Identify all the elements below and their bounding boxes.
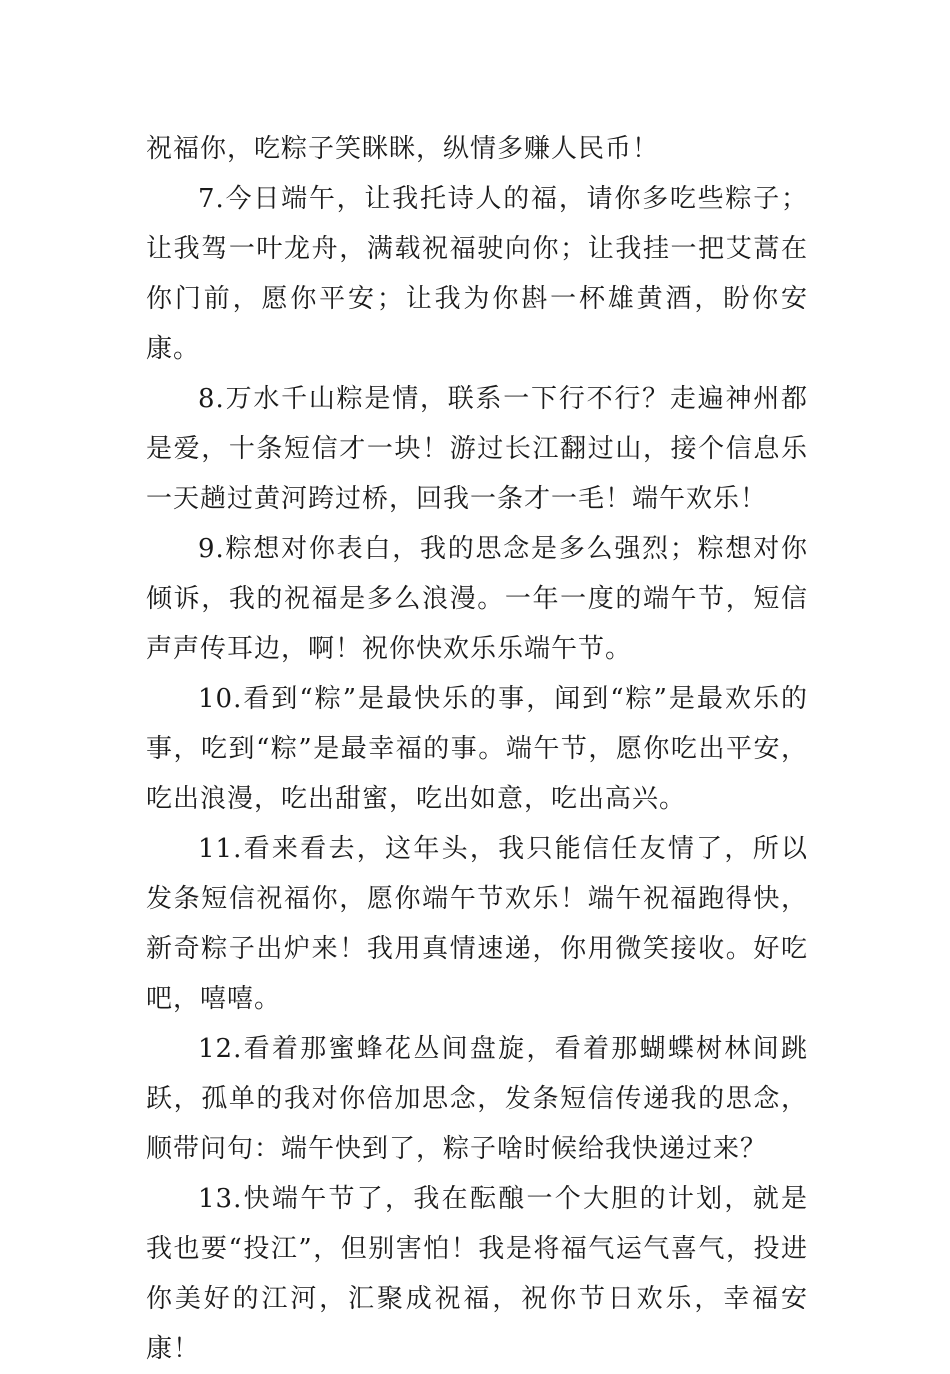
paragraph-item-9: 9.粽想对你表白，我的思念是多么强烈；粽想对你倾诉，我的祝福是多么浪漫。一年一度的端午节，短信声声传耳边，啊！祝你快欢乐乐端午节。 xyxy=(146,534,808,664)
paragraph-item-7: 7.今日端午，让我托诗人的福，请你多吃些粽子；让我驾一叶龙舟，满载祝福驶向你；让我挂一把艾蒿在你门前，愿你平安；让我为你斟一杯雄黄酒，盼你安康。 xyxy=(146,184,808,364)
paragraph-item-13: 13.快端午节了，我在酝酿一个大胆的计划，就是我也要“投江”，但别害怕！我是将福气运气喜气，投进你美好的江河，汇聚成祝福，祝你节日欢乐，幸福安康！ xyxy=(146,1184,808,1364)
paragraph-continuation: 祝福你，吃粽子笑眯眯，纵情多赚人民币！ xyxy=(146,134,660,164)
paragraph-item-12: 12.看着那蜜蜂花丛间盘旋，看着那蝴蝶树林间跳跃，孤单的我对你倍加思念，发条短信传递我的思念，顺带问句：端午快到了，粽子啥时候给我快递过来？ xyxy=(146,1034,808,1164)
paragraph-item-10: 10.看到“粽”是最快乐的事，闻到“粽”是最欢乐的事，吃到“粽”是最幸福的事。端午节，愿你吃出平安，吃出浪漫，吃出甜蜜，吃出如意，吃出高兴。 xyxy=(146,684,808,814)
paragraph-item-11: 11.看来看去，这年头，我只能信任友情了，所以发条短信祝福你，愿你端午节欢乐！端午祝福跑得快，新奇粽子出炉来！我用真情速递，你用微笑接收。好吃吧，嘻嘻。 xyxy=(146,834,808,1014)
paragraph-item-8: 8.万水千山粽是情，联系一下行不行？走遍神州都是爱，十条短信才一块！游过长江翻过山，接个信息乐一天趟过黄河跨过桥，回我一条才一毛！端午欢乐！ xyxy=(146,384,808,514)
document-body xyxy=(146,124,808,1374)
